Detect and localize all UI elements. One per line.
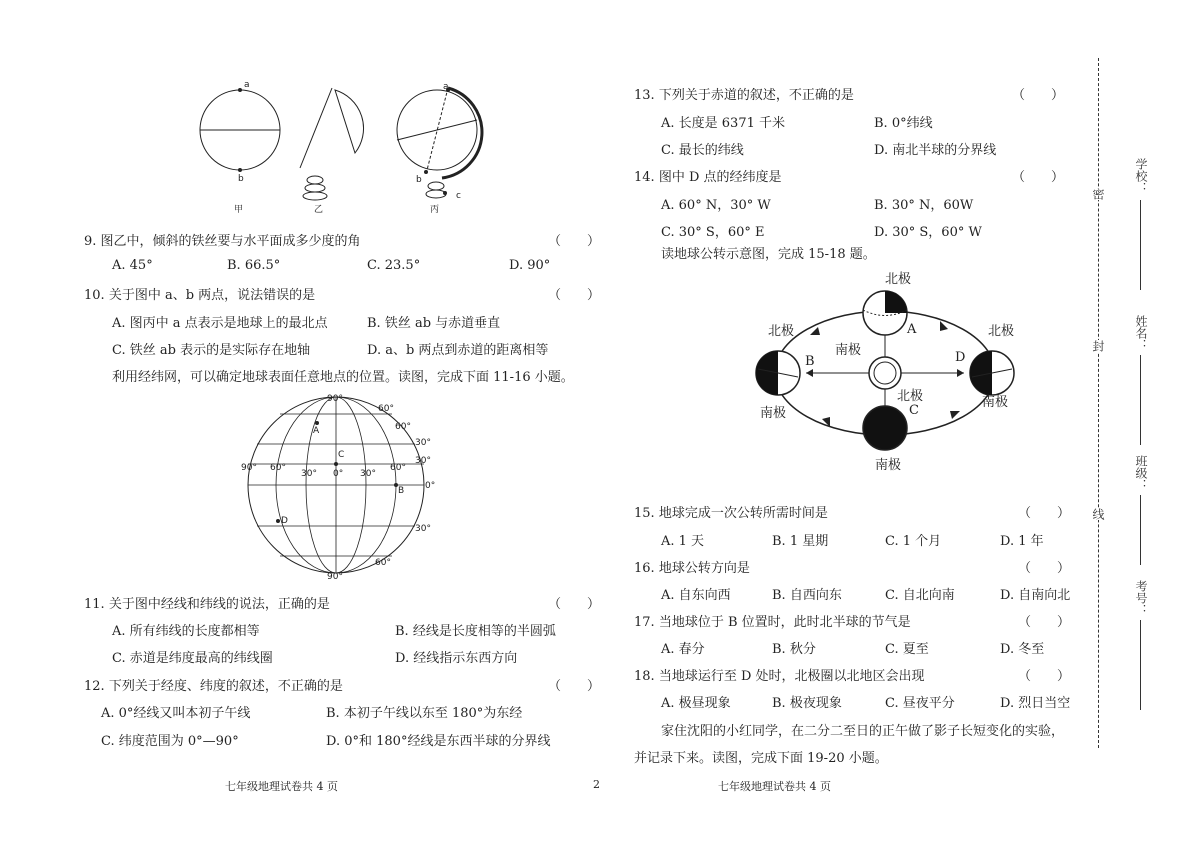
intro-11-16: 利用经纬网，可以确定地球表面任意地点的位置。读图，完成下面 11-16 小题。 bbox=[112, 370, 574, 385]
option-b: B. 本初子午线以东至 180°为东经 bbox=[326, 706, 523, 721]
grid-label-90-left: 90° bbox=[241, 463, 257, 473]
option-d: D. a、b 两点到赤道的距离相等 bbox=[367, 343, 549, 358]
exam-number-field[interactable] bbox=[1140, 620, 1141, 710]
grid-label-30-right-s: 30° bbox=[415, 524, 431, 534]
fig-label-b-bing: b bbox=[416, 175, 422, 185]
answer-blank: （ ） bbox=[1012, 88, 1065, 103]
orbit-label-d: D bbox=[955, 350, 966, 365]
option-c: C. 自北向南 bbox=[885, 588, 955, 603]
name-label: 姓名： bbox=[1134, 315, 1148, 351]
name-field[interactable] bbox=[1140, 355, 1141, 445]
option-c: C. 30° S，60° E bbox=[661, 225, 765, 240]
fig-label-a-bing: a bbox=[443, 82, 449, 92]
orbit-north-top: 北极 bbox=[885, 272, 912, 287]
option-d: D. 1 年 bbox=[1000, 534, 1044, 549]
option-b: B. 1 星期 bbox=[772, 534, 829, 549]
question-text: 关于图中经线和纬线的说法，正确的是 bbox=[108, 597, 330, 612]
option-d: D. 0°和 180°经线是东西半球的分界线 bbox=[326, 734, 551, 749]
grid-label-30-right-n: 30° bbox=[415, 438, 431, 448]
orbit-north-left: 北极 bbox=[768, 324, 795, 339]
earth-orbit-figure bbox=[750, 265, 1040, 475]
option-b: B. 铁丝 ab 与赤道垂直 bbox=[367, 316, 501, 331]
grid-point-c: C bbox=[338, 450, 345, 460]
orbit-south-left: 南极 bbox=[760, 406, 787, 421]
option-d: D. 冬至 bbox=[1000, 642, 1045, 657]
question-text: 图乙中，倾斜的铁丝要与水平面成多少度的角 bbox=[100, 234, 361, 249]
orbit-label-a: A bbox=[907, 322, 917, 337]
option-b: B. 30° N，60W bbox=[874, 198, 974, 213]
option-a: A. 极昼现象 bbox=[661, 696, 731, 711]
latlong-grid-figure bbox=[238, 392, 438, 584]
grid-label-0-right: 0° bbox=[425, 481, 436, 491]
question-text: 关于图中 a、b 两点，说法错误的是 bbox=[108, 288, 316, 303]
question-number: 12. bbox=[84, 679, 105, 694]
orbit-south-bottom: 南极 bbox=[875, 458, 902, 473]
option-c: C. 夏至 bbox=[885, 642, 929, 657]
fig-label-b-jia: b bbox=[238, 174, 244, 184]
caption-bing: 丙 bbox=[430, 205, 440, 215]
option-a: A. 春分 bbox=[661, 642, 705, 657]
class-field[interactable] bbox=[1140, 495, 1141, 565]
question-12 bbox=[84, 675, 343, 694]
seal-mark-2: 封 bbox=[1091, 340, 1105, 352]
question-number: 14. bbox=[634, 170, 655, 185]
seal-mark-3: 线 bbox=[1091, 508, 1105, 520]
answer-blank: （ ） bbox=[548, 597, 601, 612]
question-number: 16. bbox=[634, 561, 655, 576]
option-c: C. 铁丝 ab 表示的是实际存在地轴 bbox=[112, 343, 311, 358]
school-label: 学校： bbox=[1134, 158, 1148, 194]
grid-label-30-long-e: 30° bbox=[360, 469, 376, 479]
fig-label-a-jia: a bbox=[244, 80, 250, 90]
orbit-south-right: 南极 bbox=[982, 395, 1009, 410]
option-c: C. 昼夜平分 bbox=[885, 696, 955, 711]
intro-19-20-line2: 并记录下来。读图，完成下面 19-20 小题。 bbox=[634, 751, 888, 766]
footer-left: 七年级地理试卷共 4 页 bbox=[225, 780, 338, 793]
question-number: 9. bbox=[84, 234, 97, 249]
option-c: C. 纬度范围为 0°—90° bbox=[101, 734, 239, 749]
question-15 bbox=[634, 502, 828, 521]
option-b: B. 秋分 bbox=[772, 642, 816, 657]
option-c: C. 最长的纬线 bbox=[661, 143, 744, 158]
option-b: B. 0°纬线 bbox=[874, 116, 933, 131]
option-b: B. 66.5° bbox=[227, 258, 281, 273]
grid-point-d: D bbox=[281, 516, 288, 526]
grid-label-90-top: 90° bbox=[327, 394, 343, 404]
question-18 bbox=[634, 665, 925, 684]
option-a: A. 图丙中 a 点表示是地球上的最北点 bbox=[112, 316, 328, 331]
option-a: A. 所有纬线的长度都相等 bbox=[112, 624, 260, 639]
school-field[interactable] bbox=[1140, 200, 1141, 290]
orbit-north-bottom: 北极 bbox=[897, 389, 924, 404]
grid-label-60-top: 60° bbox=[378, 404, 394, 414]
answer-blank: （ ） bbox=[548, 234, 601, 249]
option-b: B. 经线是长度相等的半圆弧 bbox=[395, 624, 556, 639]
question-text: 下列关于经度、纬度的叙述，不正确的是 bbox=[108, 679, 343, 694]
grid-label-30-right-2: 30° bbox=[415, 456, 431, 466]
question-number: 10. bbox=[84, 288, 105, 303]
question-14 bbox=[634, 166, 782, 185]
grid-label-90-bottom: 90° bbox=[327, 572, 343, 582]
answer-blank: （ ） bbox=[1018, 615, 1071, 630]
answer-blank: （ ） bbox=[1018, 669, 1071, 684]
question-text: 图中 D 点的经纬度是 bbox=[658, 170, 782, 185]
option-b: B. 极夜现象 bbox=[772, 696, 842, 711]
answer-blank: （ ） bbox=[548, 679, 601, 694]
question-number: 18. bbox=[634, 669, 655, 684]
binding-dashed-line bbox=[1098, 58, 1099, 748]
option-d: D. 烈日当空 bbox=[1000, 696, 1071, 711]
option-a: A. 1 天 bbox=[661, 534, 705, 549]
exam-number-label: 考号： bbox=[1134, 580, 1148, 616]
option-d: D. 90° bbox=[509, 258, 551, 273]
option-d: D. 30° S，60° W bbox=[874, 225, 982, 240]
option-a: A. 60° N，30° W bbox=[661, 198, 771, 213]
option-a: A. 自东向西 bbox=[661, 588, 731, 603]
grid-label-60-right-2: 60° bbox=[395, 422, 411, 432]
option-d: D. 自南向北 bbox=[1000, 588, 1071, 603]
grid-label-30-long-w: 30° bbox=[301, 469, 317, 479]
fig-label-c-bing: c bbox=[456, 191, 461, 201]
globe-figures-top bbox=[180, 78, 500, 218]
answer-blank: （ ） bbox=[1012, 170, 1065, 185]
orbit-south-top: 南极 bbox=[835, 343, 862, 358]
question-number: 15. bbox=[634, 506, 655, 521]
option-d: D. 经线指示东西方向 bbox=[395, 651, 518, 666]
page-number: 2 bbox=[593, 778, 600, 791]
question-16 bbox=[634, 557, 750, 576]
grid-point-b: B bbox=[398, 486, 405, 496]
grid-label-60-bottom: 60° bbox=[375, 558, 391, 568]
question-10 bbox=[84, 284, 315, 303]
answer-blank: （ ） bbox=[1018, 561, 1071, 576]
option-a: A. 45° bbox=[112, 258, 153, 273]
intro-19-20-line1: 家住沈阳的小红同学，在二分二至日的正午做了影子长短变化的实验， bbox=[661, 724, 1065, 739]
question-text: 当地球位于 B 位置时，此时北半球的节气是 bbox=[658, 615, 911, 630]
seal-mark-1: 密 bbox=[1091, 188, 1105, 200]
option-a: A. 0°经线又叫本初子午线 bbox=[101, 706, 251, 721]
caption-yi: 乙 bbox=[314, 205, 324, 215]
orbit-label-c: C bbox=[909, 403, 919, 418]
grid-label-0-long: 0° bbox=[333, 469, 344, 479]
question-17 bbox=[634, 611, 911, 630]
question-text: 地球完成一次公转所需时间是 bbox=[658, 506, 828, 521]
answer-blank: （ ） bbox=[1018, 506, 1071, 521]
question-9 bbox=[84, 230, 361, 249]
footer-right: 七年级地理试卷共 4 页 bbox=[718, 780, 831, 793]
intro-15-18: 读地球公转示意图，完成 15-18 题。 bbox=[661, 247, 876, 262]
grid-point-a: A bbox=[313, 426, 320, 436]
question-number: 17. bbox=[634, 615, 655, 630]
orbit-label-b: B bbox=[805, 354, 815, 369]
option-d: D. 南北半球的分界线 bbox=[874, 143, 997, 158]
class-label: 班级： bbox=[1134, 455, 1148, 491]
option-b: B. 自西向东 bbox=[772, 588, 842, 603]
option-c: C. 1 个月 bbox=[885, 534, 942, 549]
grid-label-60-long-w: 60° bbox=[270, 463, 286, 473]
question-number: 11. bbox=[84, 597, 105, 612]
question-text: 下列关于赤道的叙述，不正确的是 bbox=[658, 88, 854, 103]
question-number: 13. bbox=[634, 88, 655, 103]
question-11 bbox=[84, 593, 330, 612]
option-c: C. 23.5° bbox=[367, 258, 421, 273]
question-13 bbox=[634, 84, 854, 103]
answer-blank: （ ） bbox=[548, 288, 601, 303]
grid-label-60-long-e: 60° bbox=[390, 463, 406, 473]
option-c: C. 赤道是纬度最高的纬线圈 bbox=[112, 651, 273, 666]
question-text: 地球公转方向是 bbox=[658, 561, 750, 576]
question-text: 当地球运行至 D 处时，北极圈以北地区会出现 bbox=[658, 669, 925, 684]
caption-jia: 甲 bbox=[234, 205, 244, 215]
option-a: A. 长度是 6371 千米 bbox=[661, 116, 786, 131]
orbit-north-right: 北极 bbox=[988, 324, 1015, 339]
